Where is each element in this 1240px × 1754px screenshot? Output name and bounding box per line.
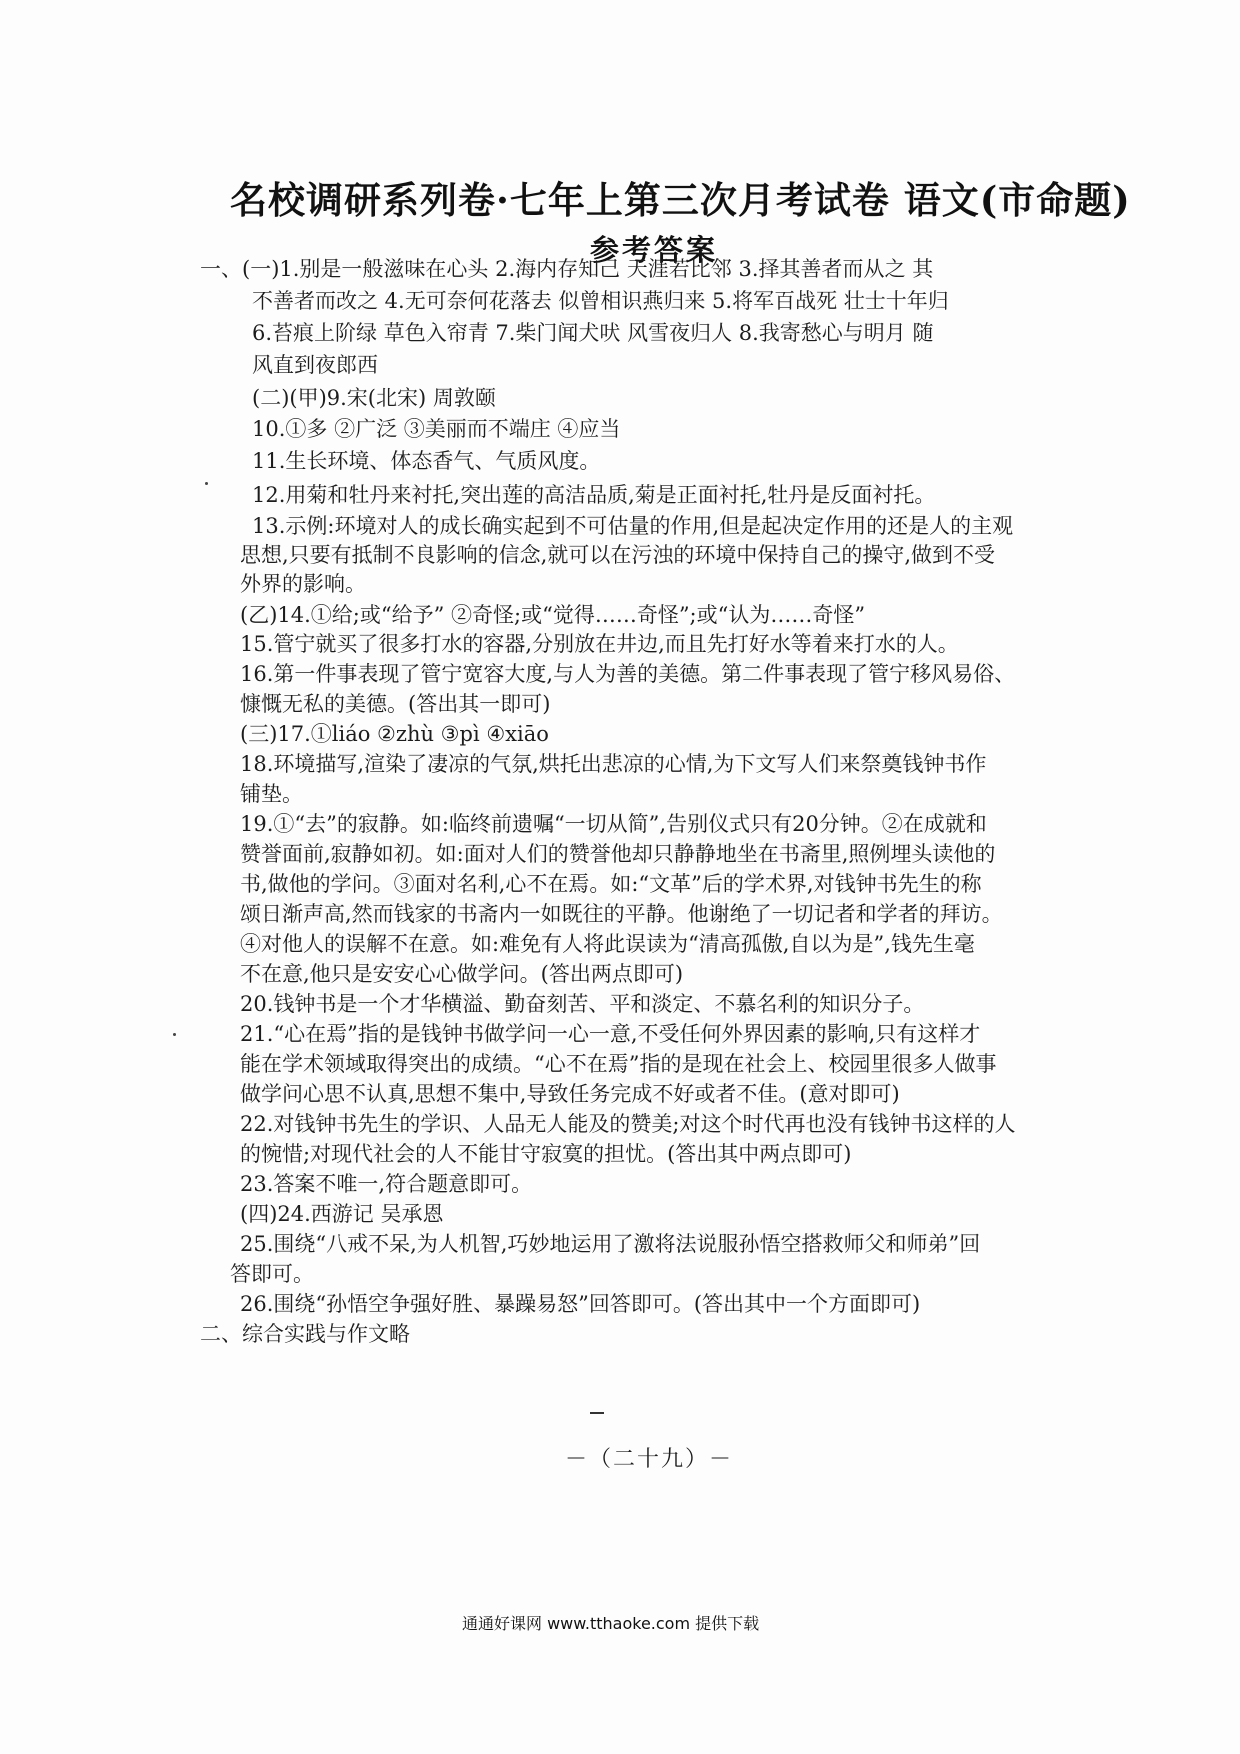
answer-line: 10.①多 ②广泛 ③美丽而不端庄 ④应当 xyxy=(252,417,621,441)
answer-line: 答即可。 xyxy=(230,1262,314,1286)
answer-line: 18.环境描写,渲染了凄凉的气氛,烘托出悲凉的心情,为下文写人们来祭奠钱钟书作 xyxy=(240,752,987,776)
scan-dash-mark xyxy=(590,1412,604,1414)
answer-line: 的惋惜;对现代社会的人不能甘守寂寞的担忧。(答出其中两点即可) xyxy=(240,1142,852,1166)
answer-line: (三)17.①liáo ②zhù ③pì ④xiāo xyxy=(240,722,549,746)
answer-line: 19.①“去”的寂静。如:临终前遗嘱“一切从简”,告别仪式只有20分钟。②在成就和 xyxy=(240,812,987,836)
scan-speck xyxy=(173,1033,176,1036)
answer-line: 外界的影响。 xyxy=(240,572,366,596)
answer-line: 22.对钱钟书先生的学识、人品无人能及的赞美;对这个时代再也没有钱钟书这样的人 xyxy=(240,1112,1016,1136)
answer-line: 风直到夜郎西 xyxy=(252,353,378,377)
answer-line: (乙)14.①给;或“给予” ②奇怪;或“觉得……奇怪”;或“认为……奇怪” xyxy=(240,603,866,627)
answer-line: 不善者而改之 4.无可奈何花落去 似曾相识燕归来 5.将军百战死 壮士十年归 xyxy=(252,289,949,313)
answer-line: 16.第一件事表现了管宁宽容大度,与人为善的美德。第二件事表现了管宁移风易俗、 xyxy=(240,662,1016,686)
answer-line: 25.围绕“八戒不呆,为人机智,巧妙地运用了激将法说服孙悟空搭救师父和师弟”回 xyxy=(240,1232,981,1256)
scan-speck xyxy=(205,482,208,485)
document-title: 名校调研系列卷·七年上第三次月考试卷 语文(市命题) xyxy=(230,178,1131,222)
answer-line: (二)(甲)9.宋(北宋) 周敦颐 xyxy=(252,386,496,410)
answer-line: 15.管宁就买了很多打水的容器,分别放在井边,而且先打好水等着来打水的人。 xyxy=(240,632,959,656)
answer-line: 不在意,他只是安安心心做学问。(答出两点即可) xyxy=(240,962,684,986)
answer-line: 6.苔痕上阶绿 草色入帘青 7.柴门闻犬吠 风雪夜归人 8.我寄愁心与明月 随 xyxy=(252,321,934,345)
answer-line: (四)24.西游记 吴承恩 xyxy=(240,1202,444,1226)
page-number: －（二十九）－ xyxy=(565,1447,734,1472)
answer-line: 一、(一)1.别是一般滋味在心头 2.海内存知己 天涯若比邻 3.择其善者而从之 其 xyxy=(200,257,934,281)
answer-line: 思想,只要有抵制不良影响的信念,就可以在污浊的环境中保持自己的操守,做到不受 xyxy=(240,543,996,567)
footer-watermark: 通通好课网 www.tthaoke.com 提供下载 xyxy=(462,1614,760,1633)
answer-line: 21.“心在焉”指的是钱钟书做学问一心一意,不受任何外界因素的影响,只有这样才 xyxy=(240,1022,981,1046)
answer-line: 慷慨无私的美德。(答出其一即可) xyxy=(240,692,551,716)
answer-line: 铺垫。 xyxy=(240,782,303,806)
document-subtitle: 参考答案 xyxy=(590,233,719,267)
answer-line: 13.示例:环境对人的成长确实起到不可估量的作用,但是起决定作用的还是人的主观 xyxy=(252,514,1014,538)
answer-line: 12.用菊和牡丹来衬托,突出莲的高洁品质,菊是正面衬托,牡丹是反面衬托。 xyxy=(252,483,936,507)
answer-line: ④对他人的误解不在意。如:难免有人将此误读为“清高孤傲,自以为是”,钱先生毫 xyxy=(240,932,975,956)
answer-line: 做学问心思不认真,思想不集中,导致任务完成不好或者不佳。(意对即可) xyxy=(240,1082,900,1106)
answer-line: 能在学术领域取得突出的成绩。“心不在焉”指的是现在社会上、校园里很多人做事 xyxy=(240,1052,997,1076)
answer-line: 20.钱钟书是一个才华横溢、勤奋刻苦、平和淡定、不慕名利的知识分子。 xyxy=(240,992,925,1016)
answer-line: 26.围绕“孙悟空争强好胜、暴躁易怒”回答即可。(答出其中一个方面即可) xyxy=(240,1292,921,1316)
answer-line: 23.答案不唯一,符合题意即可。 xyxy=(240,1172,533,1196)
answer-line: 书,做他的学问。③面对名利,心不在焉。如:“文革”后的学术界,对钱钟书先生的称 xyxy=(240,872,982,896)
answer-line: 二、综合实践与作文略 xyxy=(200,1322,410,1346)
answer-line: 颂日渐声高,然而钱家的书斋内一如既往的平静。他谢绝了一切记者和学者的拜访。 xyxy=(240,902,1003,926)
answer-line: 11.生长环境、体态香气、气质风度。 xyxy=(252,449,601,473)
answer-line: 赞誉面前,寂静如初。如:面对人们的赞誉他却只静静地坐在书斋里,照例埋头读他的 xyxy=(240,842,996,866)
